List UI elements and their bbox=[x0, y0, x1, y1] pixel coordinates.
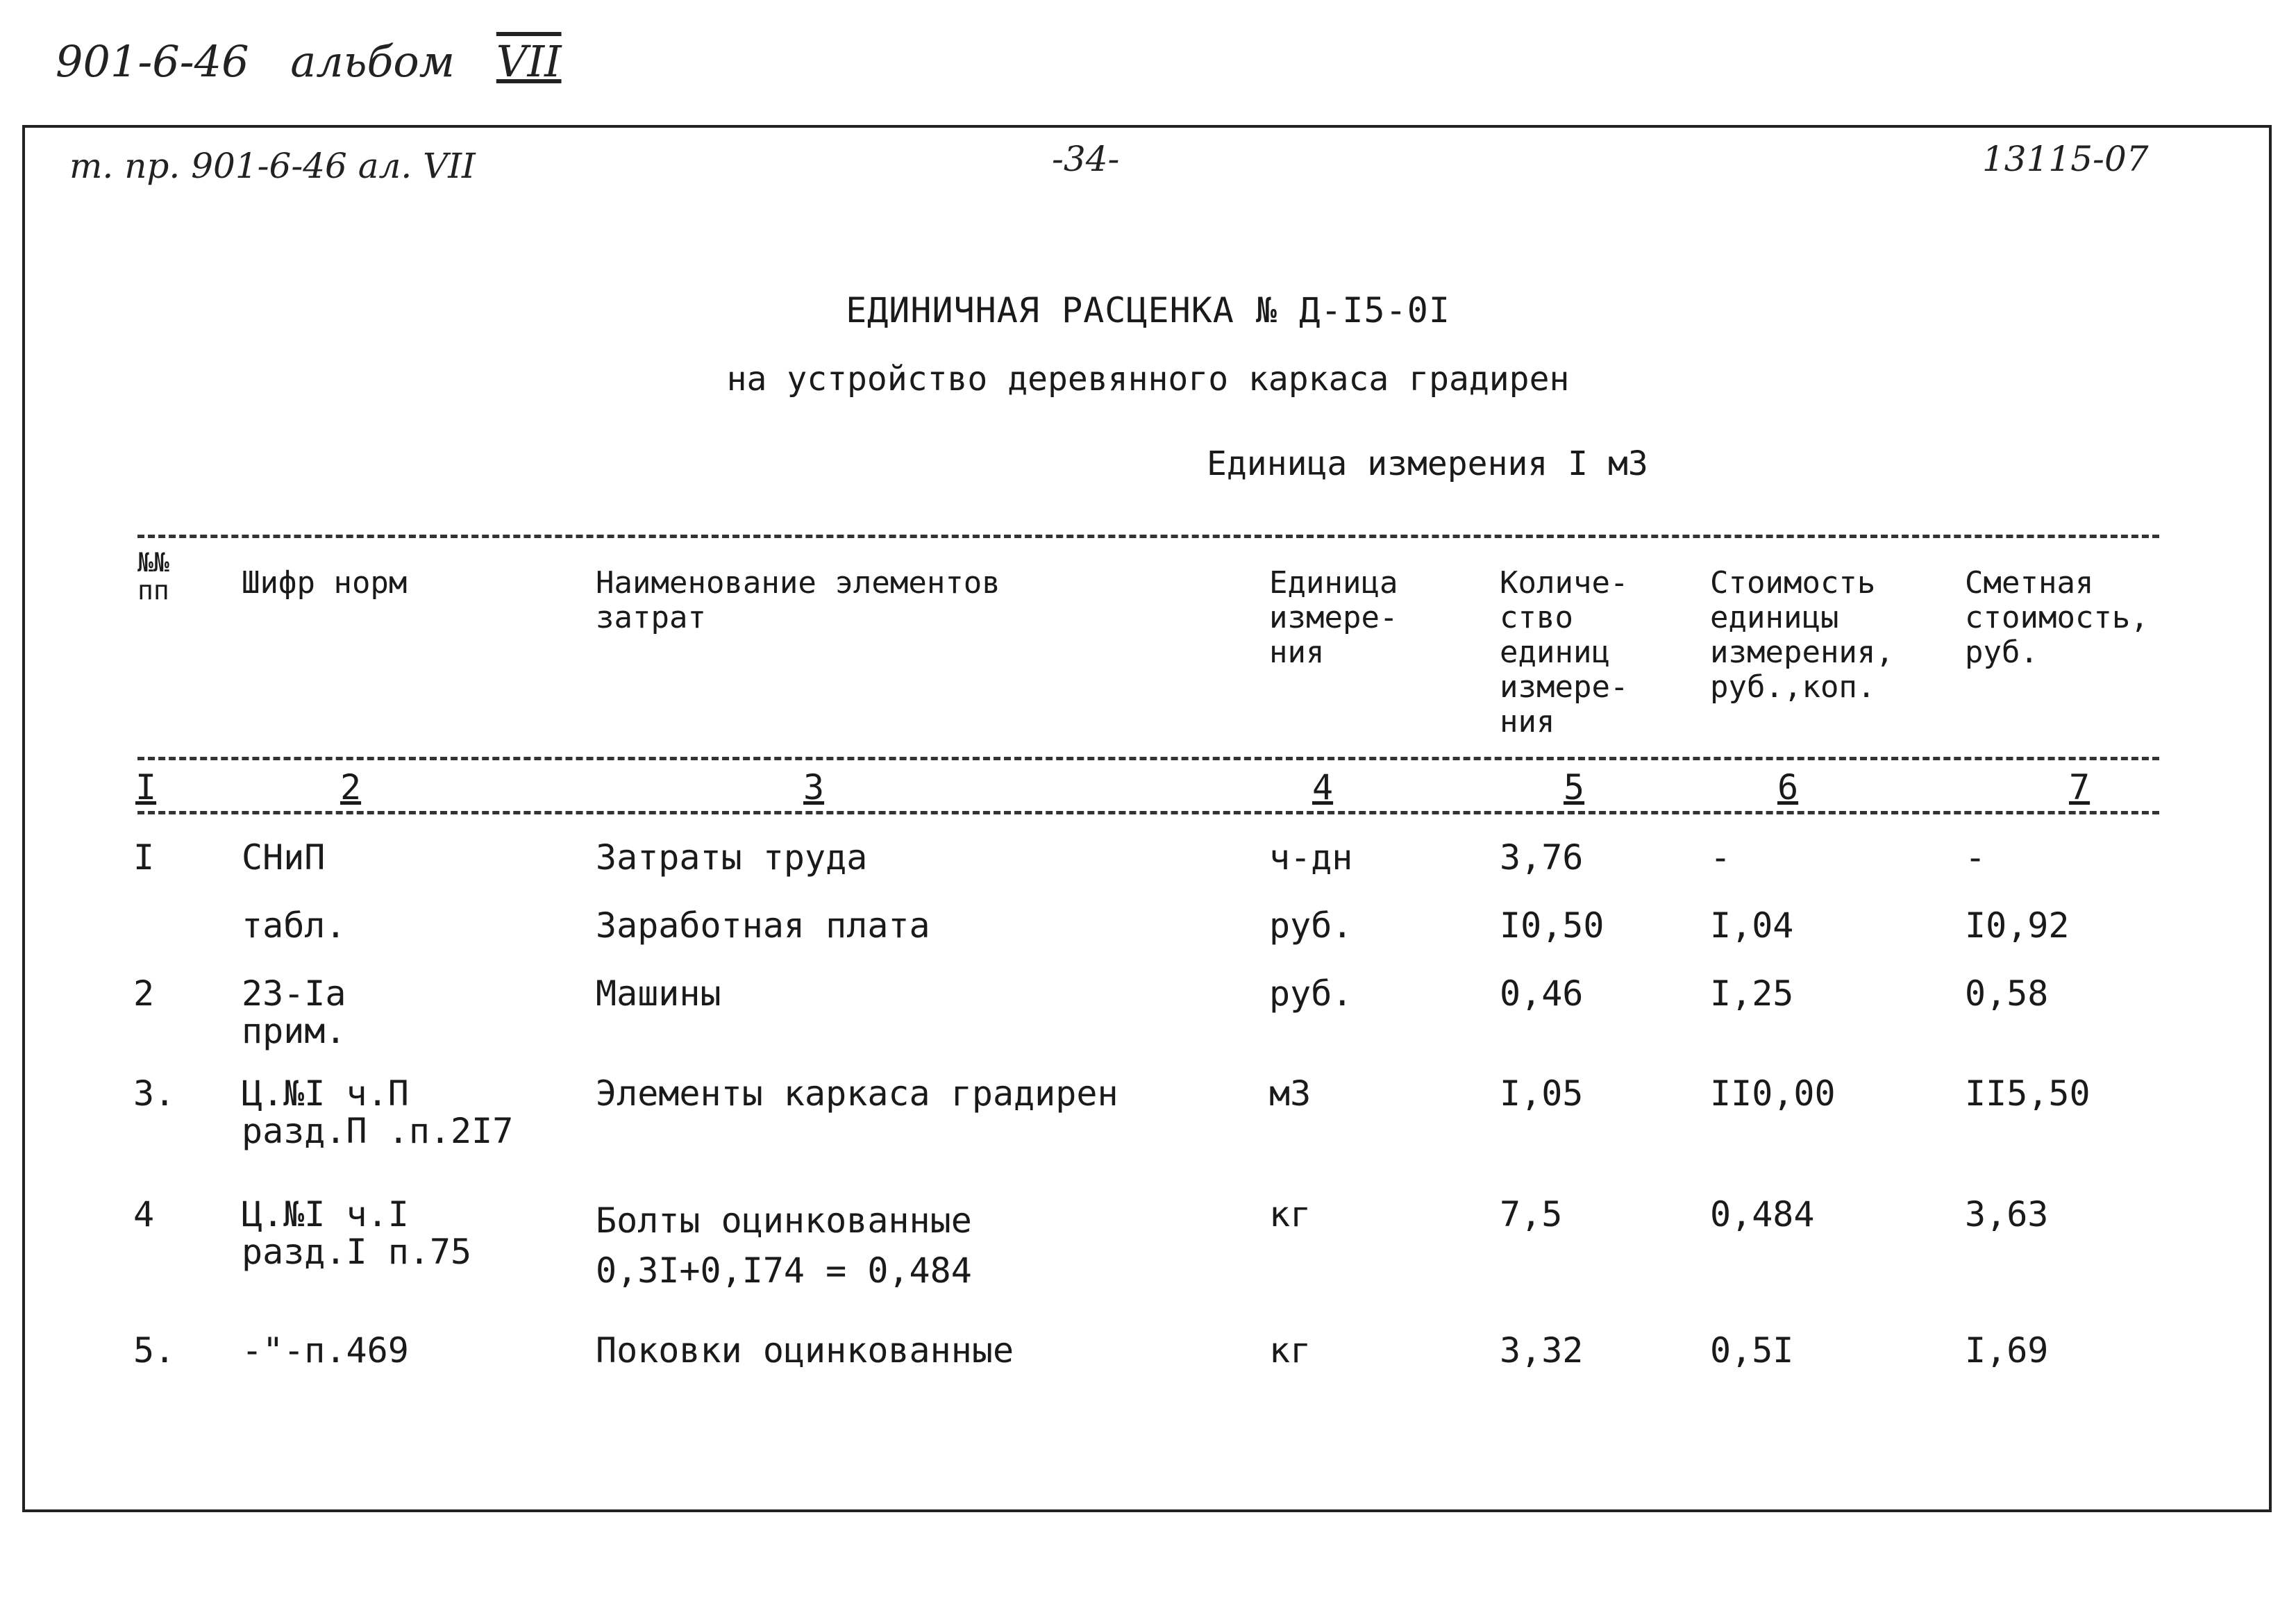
unit: ч-дн bbox=[1269, 837, 1353, 878]
norm-code: СНиП bbox=[242, 837, 326, 878]
norm-code: Ц.№I ч.П разд.П .п.2I7 bbox=[242, 1073, 514, 1151]
quantity: 7,5 bbox=[1500, 1194, 1563, 1234]
unit-cost: I,04 bbox=[1710, 905, 1794, 946]
cost-element: Болты оцинкованные 0,3I+0,I74 = 0,484 bbox=[596, 1200, 972, 1291]
unit: кг bbox=[1269, 1194, 1312, 1234]
quantity: 3,76 bbox=[1500, 837, 1584, 878]
unit: руб. bbox=[1269, 905, 1353, 946]
column-number: 4 bbox=[1312, 767, 1334, 807]
estimate-cost: II5,50 bbox=[1965, 1073, 2090, 1114]
row-number: 3. bbox=[133, 1073, 176, 1114]
document-code: 13115-07 bbox=[1982, 139, 2149, 179]
header-cost-elements: Наименование элементов затрат bbox=[596, 565, 1000, 635]
unit-cost: II0,00 bbox=[1710, 1073, 1836, 1114]
unit: м3 bbox=[1269, 1073, 1312, 1114]
quantity: 0,46 bbox=[1500, 973, 1584, 1014]
document-title: ЕДИНИЧНАЯ РАСЦЕНКА № Д-I5-0I bbox=[846, 290, 1450, 330]
album-word: альбом bbox=[290, 36, 455, 87]
header-bottom-rule bbox=[137, 757, 2159, 760]
album-code: 901-6-46 bbox=[56, 36, 249, 87]
cost-element: Заработная плата bbox=[596, 905, 930, 946]
album-number: VII bbox=[496, 36, 562, 87]
quantity: 3,32 bbox=[1500, 1330, 1584, 1371]
column-numbers-rule bbox=[137, 811, 2159, 814]
table-top-rule bbox=[137, 535, 2159, 538]
column-number: I bbox=[135, 767, 157, 807]
estimate-cost: I0,92 bbox=[1965, 905, 2070, 946]
quantity: I0,50 bbox=[1500, 905, 1604, 946]
document-subtitle: на устройство деревянного каркаса градирен bbox=[726, 360, 1570, 399]
header-quantity: Количе- ство единиц измере- ния bbox=[1500, 565, 1629, 739]
row-number: 5. bbox=[133, 1330, 176, 1371]
unit-cost: 0,5I bbox=[1710, 1330, 1794, 1371]
cost-element: Поковки оцинкованные bbox=[596, 1330, 1014, 1371]
column-number: 6 bbox=[1777, 767, 1799, 807]
header-estimate-cost: Сметная стоимость, руб. bbox=[1965, 565, 2149, 670]
unit-cost: I,25 bbox=[1710, 973, 1794, 1014]
column-number: 7 bbox=[2069, 767, 2090, 807]
handwritten-album-label bbox=[56, 36, 589, 87]
header-unit-cost: Стоимость единицы измерения, руб.,коп. bbox=[1710, 565, 1894, 705]
estimate-cost: I,69 bbox=[1965, 1330, 2049, 1371]
header-row-number: №№ пп bbox=[137, 547, 169, 605]
column-number: 3 bbox=[803, 767, 825, 807]
unit: кг bbox=[1269, 1330, 1312, 1371]
unit-of-measure: Единица измерения I м3 bbox=[1207, 444, 1648, 483]
norm-code: 23-Iа прим. bbox=[242, 973, 346, 1051]
row-number: I bbox=[133, 837, 155, 878]
column-number: 5 bbox=[1564, 767, 1585, 807]
estimate-cost: - bbox=[1965, 837, 1986, 878]
norm-code: Ц.№I ч.I разд.I п.75 bbox=[242, 1194, 472, 1272]
row-number: 2 bbox=[133, 973, 155, 1014]
cost-element: Затраты труда bbox=[596, 837, 868, 878]
header-norm-code: Шифр норм bbox=[242, 565, 408, 601]
estimate-cost: 0,58 bbox=[1965, 973, 2049, 1014]
cost-element: Машины bbox=[596, 973, 721, 1014]
unit: руб. bbox=[1269, 973, 1353, 1014]
page-number: -34- bbox=[1052, 139, 1120, 179]
unit-cost: - bbox=[1710, 837, 1732, 878]
cost-element: Элементы каркаса градирен bbox=[596, 1073, 1118, 1114]
page-frame bbox=[22, 125, 2272, 1512]
column-number: 2 bbox=[340, 767, 362, 807]
unit-cost: 0,484 bbox=[1710, 1194, 1815, 1234]
estimate-cost: 3,63 bbox=[1965, 1194, 2049, 1234]
row-number: 4 bbox=[133, 1194, 155, 1234]
quantity: I,05 bbox=[1500, 1073, 1584, 1114]
norm-code: -"-п.469 bbox=[242, 1330, 409, 1371]
project-reference: т. пр. 901-6-46 ал. VII bbox=[69, 146, 476, 186]
norm-code: табл. bbox=[242, 905, 346, 946]
header-unit: Единица измере- ния bbox=[1269, 565, 1398, 670]
